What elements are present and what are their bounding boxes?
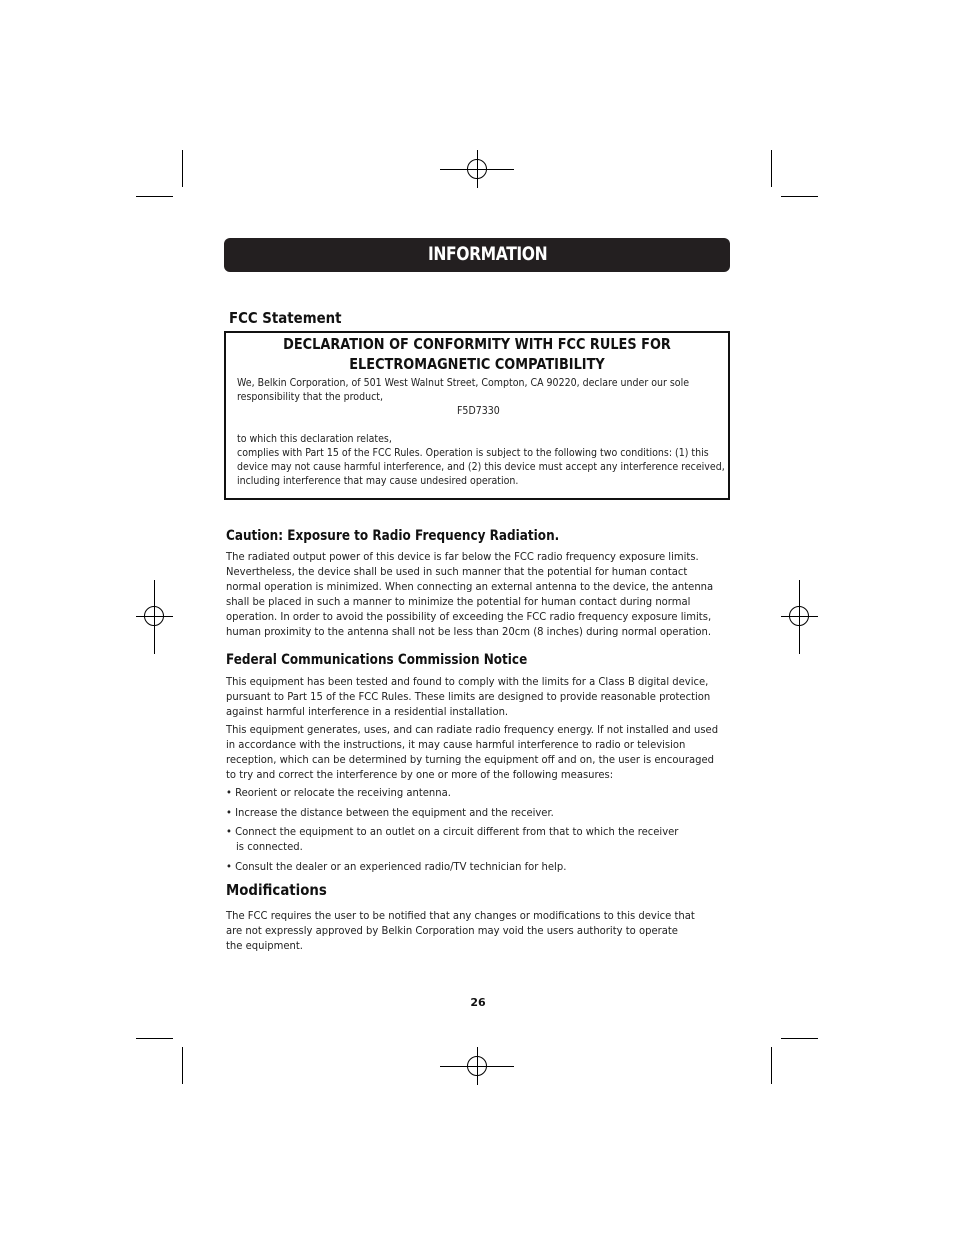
product-model: F5D7330 [457, 405, 500, 417]
declaration-complies-line1: complies with Part 15 of the FCC Rules. Operation is subject to the following two conditions: (1) this [237, 447, 709, 459]
crop-mark [781, 1038, 818, 1039]
text-line: The radiated output power of this device is far below the FCC radio frequency exposure limits. [226, 550, 699, 563]
declaration-body [237, 432, 725, 488]
text-line: the equipment. [226, 939, 303, 952]
declaration-box [224, 331, 730, 500]
fcc-notice-paragraph-1 [226, 674, 710, 719]
registration-mark-circle [467, 1056, 487, 1076]
list-item: • Increase the distance between the equipment and the receiver. [226, 806, 554, 819]
registration-mark-circle [144, 606, 164, 626]
text-line: The FCC requires the user to be notified that any changes or modifications to this device that [226, 909, 695, 922]
declaration-complies-line3: including interference that may cause undesired operation. [237, 475, 519, 487]
registration-mark-circle [789, 606, 809, 626]
text-line: are not expressly approved by Belkin Corporation may void the users authority to operate [226, 924, 678, 937]
text-line: Nevertheless, the device shall be used in such manner that the potential for human contact [226, 565, 688, 578]
crop-mark [182, 150, 183, 187]
declaration-title-line2: ELECTROMAGNETIC COMPATIBILITY [349, 355, 605, 373]
fcc-statement-heading: FCC Statement [229, 309, 342, 327]
caution-paragraph [226, 549, 713, 639]
crop-mark [136, 1038, 173, 1039]
list-item [226, 824, 678, 854]
crop-mark [136, 196, 173, 197]
text-line: operation. In order to avoid the possibility of exceeding the FCC radio frequency exposure limits, [226, 610, 712, 623]
text-line: against harmful interference in a residential installation. [226, 705, 509, 718]
declaration-relates: to which this declaration relates, [237, 433, 392, 445]
text-line: This equipment has been tested and found to comply with the limits for a Class B digital device, [226, 675, 709, 688]
fcc-notice-heading: Federal Communications Commission Notice [226, 652, 528, 668]
fcc-notice-paragraph-2 [226, 722, 718, 782]
declaration-complies-line2: device may not cause harmful interference, and (2) this device must accept any interference received, [237, 461, 725, 473]
text-line: • Connect the equipment to an outlet on a circuit different from that to which the receiver [226, 825, 679, 838]
section-header-bar [224, 238, 730, 272]
declaration-intro-line1: We, Belkin Corporation, of 501 West Walnut Street, Compton, CA 90220, declare under our sole [237, 377, 690, 389]
list-item: • Reorient or relocate the receiving antenna. [226, 786, 451, 799]
text-line: human proximity to the antenna shall not be less than 20cm (8 inches) during normal operation. [226, 625, 712, 638]
text-line: to try and correct the interference by one or more of the following measures: [226, 768, 614, 781]
text-line: pursuant to Part 15 of the FCC Rules. These limits are designed to provide reasonable protection [226, 690, 711, 703]
text-line: This equipment generates, uses, and can radiate radio frequency energy. If not installed and used [226, 723, 719, 736]
page-title: INFORMATION [428, 243, 548, 265]
declaration-intro-line2: responsibility that the product, [237, 391, 383, 403]
list-item: • Consult the dealer or an experienced radio/TV technician for help. [226, 860, 567, 873]
crop-mark [781, 196, 818, 197]
crop-mark [182, 1047, 183, 1084]
registration-mark-circle [467, 159, 487, 179]
declaration-title-line1: DECLARATION OF CONFORMITY WITH FCC RULES FOR [283, 335, 671, 353]
crop-mark [771, 150, 772, 187]
crop-mark [771, 1047, 772, 1084]
text-line: normal operation is minimized. When connecting an external antenna to the device, the antenna [226, 580, 714, 593]
text-line: is connected. [236, 840, 303, 853]
text-line: shall be placed in such a manner to minimize the potential for human contact during normal [226, 595, 691, 608]
caution-heading: Caution: Exposure to Radio Frequency Radiation. [226, 528, 560, 544]
declaration-intro [237, 376, 689, 404]
page-number: 26 [470, 996, 486, 1009]
text-line: in accordance with the instructions, it may cause harmful interference to radio or television [226, 738, 686, 751]
modifications-paragraph [226, 908, 695, 953]
modifications-heading: Modifications [226, 881, 327, 899]
text-line: reception, which can be determined by turning the equipment off and on, the user is encouraged [226, 753, 715, 766]
